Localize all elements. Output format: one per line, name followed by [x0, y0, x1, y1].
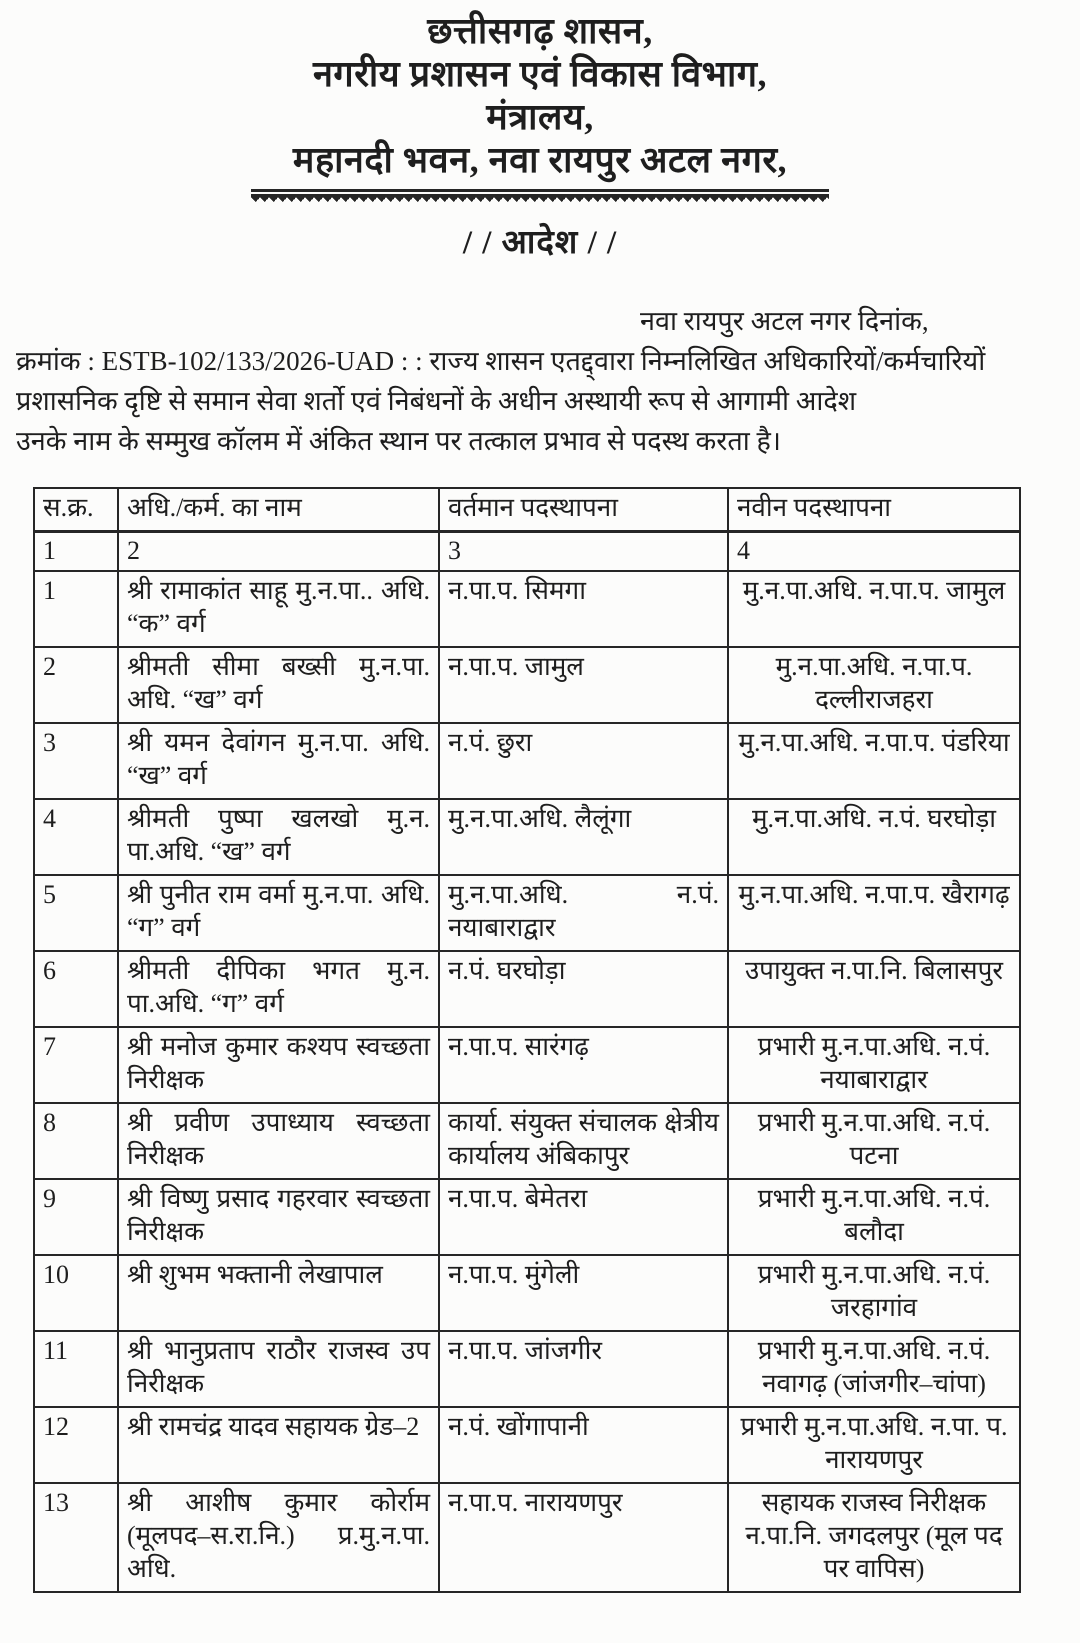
cell-name: श्री प्रवीण उपाध्याय स्वच्छता निरीक्षक	[118, 1103, 439, 1179]
header-line-ministry: मंत्रालय,	[486, 97, 594, 137]
cell-new-posting: उपायुक्त न.पा.नि. बिलासपुर	[728, 951, 1020, 1027]
table-header-row	[34, 488, 1020, 532]
cell-name: श्री भानुप्रताप राठौर राजस्व उप निरीक्षक	[118, 1331, 439, 1407]
table-row	[34, 951, 1020, 1027]
cell-new-posting: मु.न.पा.अधि. न.पा.प. दल्लीराजहरा	[728, 647, 1020, 723]
cell-name: श्री पुनीत राम वर्मा मु.न.पा. अधि. “ग” वर्ग	[118, 875, 439, 951]
cell-current-posting: न.पं. खोंगापानी	[439, 1407, 728, 1483]
column-header-serial: स.क्र.	[34, 488, 118, 532]
table-row	[34, 1179, 1020, 1255]
cell-serial: 4	[34, 799, 118, 875]
column-header-name: अधि./कर्म. का नाम	[118, 488, 439, 532]
cell-name: श्री विष्णु प्रसाद गहरवार स्वच्छता निरीक्षक	[118, 1179, 439, 1255]
cell-current-posting: मु.न.पा.अधि. न.पं. नयाबाराद्वार	[439, 875, 728, 951]
cell-name: श्रीमती दीपिका भगत मु.न. पा.अधि. “ग” वर्ग	[118, 951, 439, 1027]
cell-name: श्रीमती पुष्पा खलखो मु.न. पा.अधि. “ख” वर्ग	[118, 799, 439, 875]
cell-name: श्रीमती सीमा बख्सी मु.न.पा. अधि. “ख” वर्ग	[118, 647, 439, 723]
cell-serial: 12	[34, 1407, 118, 1483]
cell-serial: 8	[34, 1103, 118, 1179]
table-row	[34, 1103, 1020, 1179]
table-row	[34, 1331, 1020, 1407]
intro-line-conditions: प्रशासनिक दृष्टि से समान सेवा शर्तो एवं निबंधनों के अधीन अस्थायी रूप से आगामी आदेश	[16, 386, 857, 416]
cell-serial: 6	[34, 951, 118, 1027]
cell-new-posting: मु.न.पा.अधि. न.पा.प. जामुल	[728, 571, 1020, 647]
dateline: नवा रायपुर अटल नगर दिनांक,	[640, 306, 929, 336]
cell-serial: 10	[34, 1255, 118, 1331]
intro-line-effect: उनके नाम के सम्मुख कॉलम में अंकित स्थान पर तत्काल प्रभाव से पदस्थ करता है।	[16, 426, 782, 456]
document-header	[0, 0, 1080, 182]
cell-serial: 1	[34, 571, 118, 647]
cell-new-posting: प्रभारी मु.न.पा.अधि. न.पं. पटना	[728, 1103, 1020, 1179]
cell-name: श्री शुभम भक्तानी लेखापाल	[118, 1255, 439, 1331]
cell-new-posting: मु.न.पा.अधि. न.पा.प. पंडरिया	[728, 723, 1020, 799]
cell-current-posting: न.पा.प. नारायणपुर	[439, 1483, 728, 1592]
header-line-department: नगरीय प्रशासन एवं विकास विभाग,	[312, 54, 768, 94]
cell-new-posting: प्रभारी मु.न.पा.अधि. न.पं. बलौदा	[728, 1179, 1020, 1255]
cell-new-posting: प्रभारी मु.न.पा.अधि. न.पा. प. नारायणपुर	[728, 1407, 1020, 1483]
cell-name: श्री रामचंद्र यादव सहायक ग्रेड–2	[118, 1407, 439, 1483]
cell-serial: 5	[34, 875, 118, 951]
column-number-4: 4	[728, 532, 1020, 572]
cell-serial: 7	[34, 1027, 118, 1103]
column-number-1: 1	[34, 532, 118, 572]
table-row	[34, 1407, 1020, 1483]
cell-current-posting: मु.न.पा.अधि. लैलूंगा	[439, 799, 728, 875]
header-line-address: महानदी भवन, नवा रायपुर अटल नगर,	[292, 140, 788, 180]
cell-serial: 3	[34, 723, 118, 799]
separator-solid-line	[251, 189, 829, 192]
column-number-3: 3	[439, 532, 728, 572]
table-row	[34, 875, 1020, 951]
header-separator	[251, 189, 829, 202]
table-row	[34, 723, 1020, 799]
cell-current-posting: न.पा.प. जामुल	[439, 647, 728, 723]
cell-new-posting: मु.न.पा.अधि. न.पं. घरघोड़ा	[728, 799, 1020, 875]
cell-serial: 11	[34, 1331, 118, 1407]
column-number-2: 2	[118, 532, 439, 572]
cell-name: श्री मनोज कुमार कश्यप स्वच्छता निरीक्षक	[118, 1027, 439, 1103]
cell-serial: 9	[34, 1179, 118, 1255]
cell-name: श्री आशीष कुमार कोर्राम (मूलपद–स.रा.नि.) प्र.मु.न.पा. अधि.	[118, 1483, 439, 1592]
table-row	[34, 1027, 1020, 1103]
transfer-order-table	[33, 487, 1021, 1593]
cell-new-posting: प्रभारी मु.न.पा.अधि. न.पं. नवागढ़ (जांजगीर–चांपा)	[728, 1331, 1020, 1407]
table-row	[34, 799, 1020, 875]
cell-serial: 13	[34, 1483, 118, 1592]
cell-current-posting: न.पा.प. सिमगा	[439, 571, 728, 647]
order-title: / / आदेश / /	[462, 225, 618, 261]
header-line-government: छत्तीसगढ़ शासन,	[427, 11, 653, 51]
column-header-new-posting: नवीन पदस्थापना	[728, 488, 1020, 532]
cell-serial: 2	[34, 647, 118, 723]
cell-new-posting: सहायक राजस्व निरीक्षक न.पा.नि. जगदलपुर (मूल पद पर वापिस)	[728, 1483, 1020, 1592]
cell-current-posting: न.पा.प. बेमेतरा	[439, 1179, 728, 1255]
intro-line-reference: क्रमांक : ESTB-102/133/2026-UAD : : राज्य शासन एतद्द्वारा निम्नलिखित अधिकारियों/कर्मचारियों	[16, 346, 986, 376]
cell-current-posting: कार्या. संयुक्त संचालक क्षेत्रीय कार्यालय अंबिकापुर	[439, 1103, 728, 1179]
cell-current-posting: न.पं. छुरा	[439, 723, 728, 799]
table-row	[34, 1255, 1020, 1331]
cell-current-posting: न.पा.प. जांजगीर	[439, 1331, 728, 1407]
column-number-row	[34, 532, 1020, 572]
table-row	[34, 647, 1020, 723]
intro-paragraph	[0, 301, 1080, 461]
table-row	[34, 571, 1020, 647]
cell-new-posting: प्रभारी मु.न.पा.अधि. न.पं. नयाबाराद्वार	[728, 1027, 1020, 1103]
cell-new-posting: मु.न.पा.अधि. न.पा.प. खैरागढ़	[728, 875, 1020, 951]
column-header-current-posting: वर्तमान पदस्थापना	[439, 488, 728, 532]
cell-current-posting: न.पा.प. सारंगढ़	[439, 1027, 728, 1103]
table-row	[34, 1483, 1020, 1592]
cell-current-posting: न.पं. घरघोड़ा	[439, 951, 728, 1027]
cell-name: श्री यमन देवांगन मु.न.पा. अधि. “ख” वर्ग	[118, 723, 439, 799]
cell-current-posting: न.पा.प. मुंगेली	[439, 1255, 728, 1331]
cell-name: श्री रामाकांत साहू मु.न.पा.. अधि. “क” वर्ग	[118, 571, 439, 647]
separator-zigzag-line	[251, 194, 829, 202]
cell-new-posting: प्रभारी मु.न.पा.अधि. न.पं. जरहागांव	[728, 1255, 1020, 1331]
